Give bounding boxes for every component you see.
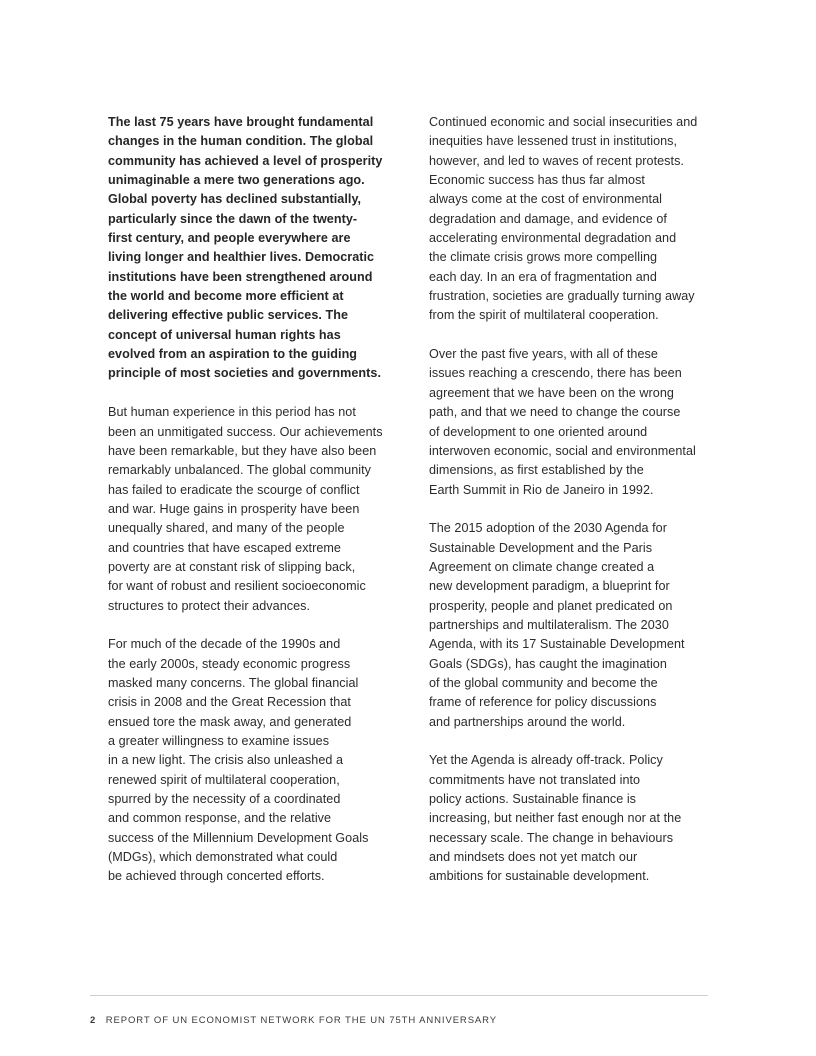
text-line: concept of universal human rights has (108, 327, 341, 342)
text-line: Earth Summit in Rio de Janeiro in 1992. (429, 482, 654, 497)
page-footer (90, 1015, 497, 1026)
text-line: partnerships and multilateralism. The 2030 (429, 617, 669, 632)
text-line: and common response, and the relative (108, 811, 332, 826)
text-line: living longer and healthier lives. Democratic (108, 250, 375, 265)
text-line: spurred by the necessity of a coordinated (108, 792, 341, 807)
text-line: agreement that we have been on the wrong (429, 385, 674, 400)
body-paragraph (429, 345, 719, 500)
text-line: the early 2000s, steady economic progress (108, 656, 351, 671)
text-line: a greater willingness to examine issues (108, 734, 330, 748)
text-line: path, and that we need to change the course (429, 405, 681, 420)
text-line: be achieved through concerted efforts. (108, 869, 325, 884)
text-line: however, and led to waves of recent protests. (429, 153, 684, 168)
text-line: Economic success has thus far almost (429, 173, 645, 188)
body-paragraph (429, 751, 719, 886)
text-line: inequities have lessened trust in institutions, (429, 134, 678, 149)
text-line: interwoven economic, social and environmental (429, 443, 696, 458)
text-line: frame of reference for policy discussions (429, 695, 657, 710)
text-line: first century, and people everywhere are (108, 231, 351, 246)
text-line: The 2015 adoption of the 2030 Agenda for (429, 521, 667, 536)
page-number: 2 (90, 1015, 97, 1026)
text-line: The last 75 years have brought fundamental (108, 115, 374, 129)
text-line: have been remarkable, but they have also been (108, 443, 377, 458)
text-line: community has achieved a level of prosperity (108, 153, 383, 168)
text-line: unimaginable a mere two generations ago. (108, 173, 365, 188)
text-line: changes in the human condition. The global (108, 134, 374, 149)
text-line: degradation and damage, and evidence of (429, 211, 667, 226)
text-line: the world and become more efficient at (108, 289, 344, 304)
body-paragraph (429, 519, 719, 732)
text-line: ambitions for sustainable development. (429, 869, 650, 884)
text-line: success of the Millennium Development Goals (108, 830, 369, 845)
text-line: commitments have not translated into (429, 772, 641, 787)
text-line: poverty are at constant risk of slipping back, (108, 559, 356, 574)
text-line: renewed spirit of multilateral cooperation, (108, 772, 340, 787)
text-line: dimensions, as first established by the (429, 463, 644, 478)
text-line: accelerating environmental degradation and (429, 231, 677, 246)
text-line: increasing, but neither fast enough nor at the (429, 811, 682, 826)
body-paragraph (108, 403, 398, 616)
text-line: Yet the Agenda is already off-track. Policy (429, 753, 663, 768)
text-line: ensued tore the mask away, and generated (108, 714, 352, 729)
right-column (429, 113, 719, 906)
text-line: Agenda, with its 17 Sustainable Development (429, 637, 685, 652)
body-paragraph (429, 113, 719, 326)
running-title: REPORT OF UN ECONOMIST NETWORK FOR THE UN 75TH ANNIVERSARY (105, 1015, 497, 1026)
text-line: for want of robust and resilient socioeconomic (108, 579, 366, 594)
text-line: institutions have been strengthened around (108, 269, 373, 284)
text-line: policy actions. Sustainable finance is (429, 792, 637, 807)
lead-paragraph (108, 113, 398, 384)
text-line: and war. Huge gains in prosperity have been (108, 501, 360, 516)
left-column (108, 113, 398, 906)
text-line: crisis in 2008 and the Great Recession that (108, 695, 351, 710)
text-line: For much of the decade of the 1990s and (108, 637, 341, 652)
text-line: and mindsets does not yet match our (429, 850, 638, 865)
text-line: structures to protect their advances. (108, 598, 311, 613)
text-line: issues reaching a crescendo, there has been (429, 366, 682, 381)
text-line: principle of most societies and governments. (108, 366, 382, 381)
text-line: Continued economic and social insecurities and (429, 115, 698, 129)
text-line: masked many concerns. The global financial (108, 675, 359, 690)
footer-divider (90, 995, 708, 996)
text-line: each day. In an era of fragmentation and (429, 269, 657, 284)
text-line: frustration, societies are gradually turning away (429, 289, 695, 304)
text-line: particularly since the dawn of the twenty- (108, 211, 358, 226)
text-line: and partnerships around the world. (429, 714, 626, 729)
text-line: has failed to eradicate the scourge of conflict (108, 482, 360, 497)
text-line: new development paradigm, a blueprint for (429, 579, 670, 594)
text-line: of development to one oriented around (429, 424, 648, 439)
text-line: always come at the cost of environmental (429, 192, 662, 207)
text-line: been an unmitigated success. Our achievements (108, 424, 383, 439)
text-line: (MDGs), which demonstrated what could (108, 850, 338, 865)
text-line: remarkably unbalanced. The global community (108, 463, 372, 478)
text-line: the climate crisis grows more compelling (429, 250, 658, 265)
text-line: Global poverty has declined substantially, (108, 192, 362, 207)
text-line: unequally shared, and many of the people (108, 521, 345, 536)
text-line: Sustainable Development and the Paris (429, 540, 653, 555)
body-paragraph (108, 635, 398, 886)
text-line: But human experience in this period has not (108, 405, 356, 420)
text-line: in a new light. The crisis also unleashed a (108, 753, 344, 768)
text-line: of the global community and become the (429, 675, 658, 690)
text-line: prosperity, people and planet predicated on (429, 598, 673, 613)
text-line: from the spirit of multilateral cooperation. (429, 308, 659, 323)
text-line: delivering effective public services. The (108, 308, 349, 323)
text-line: Over the past five years, with all of these (429, 347, 658, 362)
text-line: and countries that have escaped extreme (108, 540, 341, 555)
text-line: necessary scale. The change in behaviours (429, 830, 674, 845)
text-line: evolved from an aspiration to the guiding (108, 347, 358, 362)
text-line: Agreement on climate change created a (429, 559, 655, 574)
text-line: Goals (SDGs), has caught the imagination (429, 656, 667, 671)
